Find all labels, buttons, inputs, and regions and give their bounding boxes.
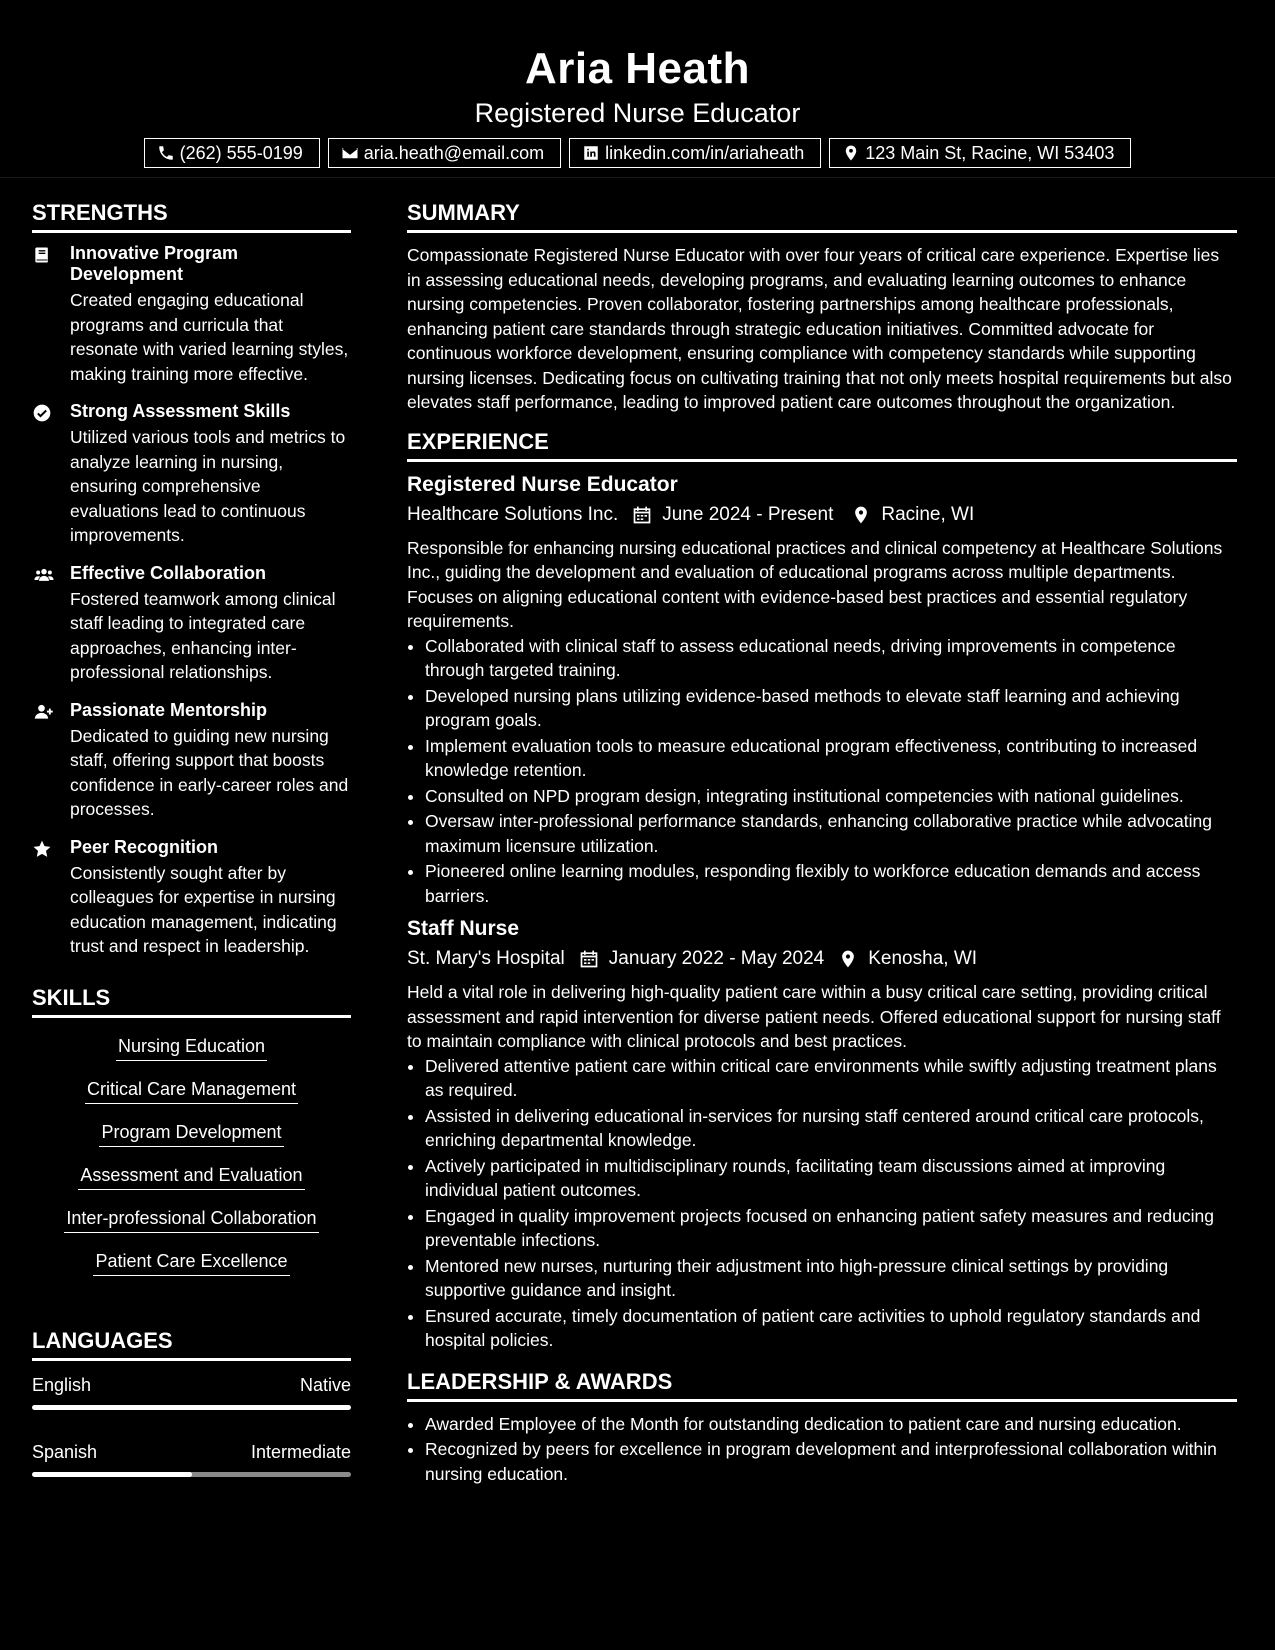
candidate-name: Aria Heath (524, 44, 751, 93)
language-item (32, 1373, 351, 1410)
resume-header (0, 0, 1275, 178)
language-proficiency-bar (32, 1405, 351, 1410)
job-dates: June 2024 - Present (662, 503, 834, 525)
contact-bar (0, 138, 1275, 168)
job-title: Staff Nurse (407, 917, 520, 940)
job-location: Racine, WI (881, 503, 975, 525)
skill-tag: Critical Care Management (85, 1077, 298, 1104)
strength-item (32, 243, 351, 386)
skills-heading: SKILLS (32, 985, 351, 1018)
job-description: Held a vital role in delivering high-quality patient care within a busy critical care setting, providing critical assessment and rapid intervention for diverse patient needs. Offered educational support for nursing staff to maintain compliance with clinical protocols and best practices. (407, 982, 1221, 1051)
phone-icon (157, 144, 175, 162)
skill-tag: Program Development (99, 1120, 283, 1147)
map-pin-icon (838, 949, 858, 969)
skills-list (32, 1034, 351, 1276)
job-bullet: • Implement evaluation tools to measure educational program effectiveness, contributing to increased knowledge retention. (425, 734, 1237, 783)
star-icon (32, 839, 52, 859)
language-name: English (32, 1374, 92, 1395)
calendar-icon (632, 505, 652, 525)
job-company: St. Mary's Hospital (407, 948, 565, 969)
strength-title: Peer Recognition (70, 836, 219, 857)
strength-title: Strong Assessment Skills (70, 401, 291, 421)
job-bullet: • Pioneered online learning modules, responding flexibly to workforce education demands and access barriers. (425, 859, 1237, 908)
job-meta (407, 500, 1237, 530)
job-bullet: • Ensured accurate, timely documentation of patient care activities to uphold regulatory standards and hospital policies. (425, 1304, 1237, 1353)
job-bullet: • Actively participated in multidisciplinary rounds, facilitating team discussions aimed at improving individual patient outcomes. (425, 1154, 1237, 1203)
job-bullet: • Engaged in quality improvement projects focused on enhancing patient safety measures and reducing preventable infections. (425, 1204, 1237, 1253)
job-bullet: • Oversaw inter-professional performance standards, enhancing collaborative practice while advocating maximum licensure utilization. (425, 809, 1237, 858)
right-column (407, 178, 1237, 1507)
summary-heading: SUMMARY (407, 200, 1237, 233)
strengths-heading: STRENGTHS (32, 200, 351, 233)
job-bullets (407, 1054, 1237, 1353)
awards-heading: LEADERSHIP & AWARDS (407, 1369, 1237, 1402)
job-bullet: • Collaborated with clinical staff to assess educational needs, driving improvements in competence through targeted training. (425, 634, 1237, 683)
job-entry (407, 472, 1237, 909)
summary-text: Compassionate Registered Nurse Educator with over four years of critical care experience. Expertise lies in assessing educational needs, developing programs, and evaluating learning outcomes to enhance nursing competencies. Proven collaborator, fostering partnerships among healthcare professionals, enhancing patient care standards through strategic education initiatives. Committed advocate for continuous workforce development, ensuring compliance with competency standards while supporting nursing licenses. Dedicating focus on cultivating training that not only meets hospital requirements but also elevates staff performance, leading to improved patient care outcomes throughout the organization. (407, 245, 1232, 412)
language-item (32, 1440, 351, 1477)
contact-phone[interactable] (144, 138, 320, 168)
job-bullet: • Mentored new nurses, nurturing their adjustment into high-pressure clinical settings by providing supportive guidance and insight. (425, 1254, 1237, 1303)
left-column (32, 178, 351, 1507)
envelope-icon (341, 144, 359, 162)
job-bullet: • Delivered attentive patient care within critical care environments while swiftly adjusting treatment plans as required. (425, 1054, 1237, 1103)
job-company: Healthcare Solutions Inc. (407, 503, 619, 525)
strength-item (32, 837, 351, 959)
map-pin-icon (851, 505, 871, 525)
job-bullet: • Assisted in delivering educational in-services for nursing staff centered around critical care protocols, enriching departmental knowledge. (425, 1104, 1237, 1153)
language-proficiency-bar (32, 1472, 351, 1477)
contact-phone-text: (262) 555-0199 (179, 142, 303, 163)
strength-desc: Dedicated to guiding new nursing staff, offering support that boosts confidence in early-career roles and processes. (70, 725, 349, 819)
contact-linkedin[interactable] (569, 138, 821, 168)
contact-email-text: aria.heath@email.com (363, 142, 545, 163)
strength-desc: Utilized various tools and metrics to analyze learning in nursing, ensuring comprehensive evaluations lead to continuous improvements. (70, 427, 346, 545)
book-icon (32, 245, 52, 265)
check-circle-icon (32, 403, 52, 423)
skill-tag: Nursing Education (116, 1034, 267, 1061)
strength-item (32, 563, 351, 685)
strength-title: Innovative Program Development (70, 243, 239, 284)
strength-desc: Consistently sought after by colleagues for expertise in nursing education management, indicating trust and respect in leadership. (70, 862, 337, 956)
job-location: Kenosha, WI (868, 948, 978, 969)
calendar-icon (579, 949, 599, 969)
user-plus-icon (32, 702, 56, 722)
job-dates: January 2022 - May 2024 (608, 948, 825, 969)
language-proficiency-fill (32, 1405, 351, 1410)
strength-title: Effective Collaboration (70, 562, 267, 583)
award-item: • Awarded Employee of the Month for outstanding dedication to patient care and nursing education. (425, 1412, 1237, 1437)
strength-desc: Created engaging educational programs and curricula that resonate with varied learning styles, making training more effective. (70, 290, 349, 384)
language-name: Spanish (32, 1441, 98, 1462)
contact-address-text: 123 Main St, Racine, WI 53403 (865, 142, 1115, 163)
award-item: • Recognized by peers for excellence in program development and interprofessional collaboration within nursing education. (425, 1437, 1237, 1486)
contact-linkedin-text: linkedin.com/in/ariaheath (605, 142, 805, 163)
strength-item (32, 401, 351, 548)
skill-tag: Patient Care Excellence (93, 1249, 289, 1276)
users-icon (32, 565, 56, 585)
language-level: Native (299, 1374, 351, 1395)
strength-desc: Fostered teamwork among clinical staff leading to integrated care approaches, enhancing inter-professional relationships. (70, 588, 336, 682)
skill-tag: Inter-professional Collaboration (64, 1206, 318, 1233)
candidate-title: Registered Nurse Educator (474, 98, 801, 128)
job-bullet: • Consulted on NPD program design, integrating institutional competencies with national guidelines. (425, 784, 1237, 809)
contact-address[interactable] (829, 138, 1131, 168)
job-title: Registered Nurse Educator (407, 472, 678, 496)
languages-heading: LANGUAGES (32, 1328, 351, 1361)
contact-email[interactable] (328, 138, 561, 168)
map-pin-icon (842, 144, 860, 162)
job-bullet: • Developed nursing plans utilizing evidence-based methods to elevate staff learning and achieving program goals. (425, 684, 1237, 733)
job-entry (407, 916, 1237, 1353)
language-level: Intermediate (250, 1441, 351, 1462)
strength-item (32, 700, 351, 822)
experience-heading: EXPERIENCE (407, 429, 1237, 462)
job-description: Responsible for enhancing nursing educational practices and clinical competency at Healthcare Solutions Inc., guiding the development and evaluation of educational programs across multiple departments. Focuses on aligning educational content with evidence-based best practices and essential regulatory requirements. (407, 537, 1223, 631)
job-bullets (407, 634, 1237, 909)
awards-list (407, 1412, 1237, 1487)
strength-title: Passionate Mentorship (70, 699, 268, 720)
job-meta (407, 944, 1237, 974)
skill-tag: Assessment and Evaluation (78, 1163, 304, 1190)
linkedin-icon (582, 144, 600, 162)
language-proficiency-fill (32, 1472, 192, 1477)
